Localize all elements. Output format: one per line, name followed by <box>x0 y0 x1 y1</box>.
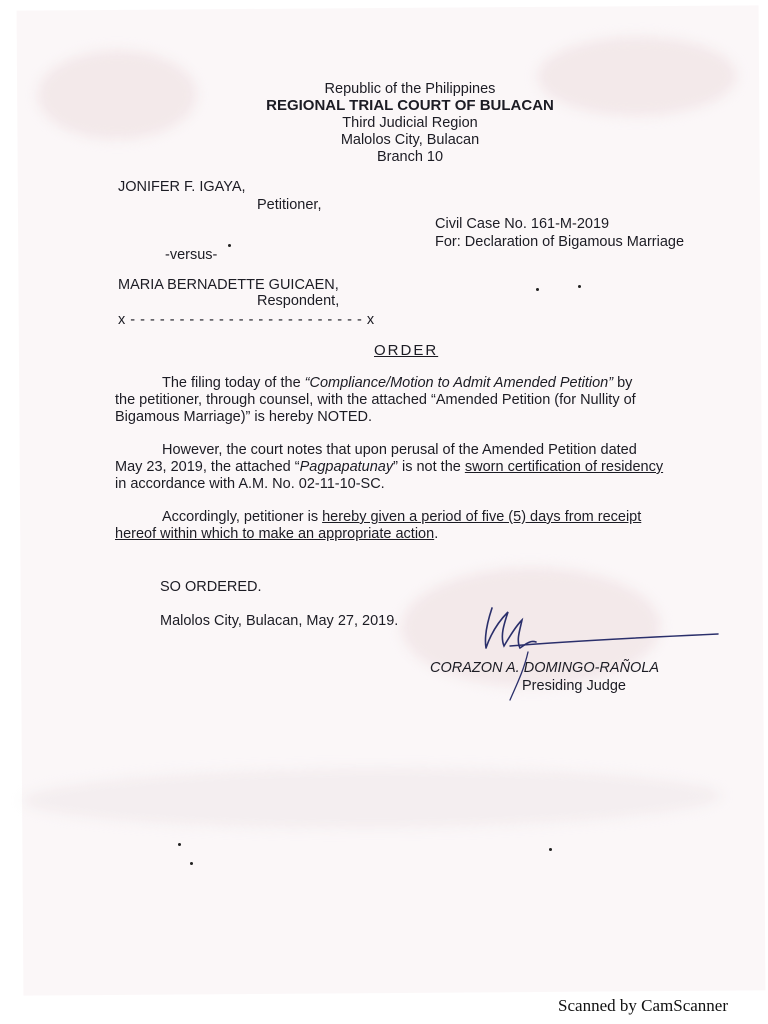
scan-speck <box>578 285 581 288</box>
so-ordered: SO ORDERED. <box>160 579 262 595</box>
p2-line1: However, the court notes that upon perusal of the Amended Petition dated <box>162 442 637 458</box>
case-number: Civil Case No. 161-M-2019 <box>435 216 610 232</box>
scan-speck <box>549 848 552 851</box>
paragraph-however <box>115 442 690 493</box>
p2-sworn-certification: sworn certification of residency <box>464 459 664 475</box>
order-title: ORDER <box>374 342 439 359</box>
p1-motion-title: “Compliance/Motion to Admit Amended Petition” <box>304 375 614 391</box>
petitioner-role: Petitioner, <box>257 197 322 213</box>
place-and-date: Malolos City, Bulacan, May 27, 2019. <box>160 613 399 629</box>
scan-speck <box>536 288 539 291</box>
petitioner-name: JONIFER F. IGAYA, <box>118 179 246 195</box>
p1-line1-post: by <box>613 375 633 391</box>
p2-line2-pre: May 23, 2019, the attached “ <box>115 459 300 475</box>
header-court: REGIONAL TRIAL COURT OF BULACAN <box>266 97 554 114</box>
p2-line2-mid: ” is not the <box>393 459 465 475</box>
scan-speck <box>178 843 181 846</box>
versus-label: -versus- <box>165 247 218 263</box>
respondent-role: Respondent, <box>257 293 340 309</box>
header-republic: Republic of the Philippines <box>324 81 496 97</box>
p3-period-given: hereby given a period of five (5) days from receipt <box>322 509 642 525</box>
header-city: Malolos City, Bulacan <box>340 132 480 148</box>
p2-line3: in accordance with A.M. No. 02-11-10-SC. <box>115 476 385 492</box>
paragraph-noted <box>115 375 690 426</box>
p1-line3: Bigamous Marriage)” is hereby NOTED. <box>115 409 373 425</box>
p3-line1-pre: Accordingly, petitioner is <box>162 509 323 525</box>
caption-separator: x - - - - - - - - - - - - - - - - - - - - - - - - x <box>118 312 375 328</box>
p2-document-name: Pagpapatunay <box>299 459 394 475</box>
p3-line2-post: . <box>434 526 439 542</box>
header-branch: Branch 10 <box>376 149 444 165</box>
respondent-name: MARIA BERNADETTE GUICAEN, <box>118 277 339 293</box>
paper-stain <box>37 49 198 140</box>
paragraph-accordingly <box>115 509 695 543</box>
scanner-watermark: Scanned by CamScanner <box>558 996 728 1015</box>
p1-line2: the petitioner, through counsel, with the attached “Amended Petition (for Nullity of <box>115 392 636 408</box>
p1-line1-pre: The filing today of the <box>162 375 305 391</box>
case-for: For: Declaration of Bigamous Marriage <box>435 234 685 250</box>
paper-fold <box>22 766 722 831</box>
scan-speck <box>228 244 231 247</box>
scan-speck <box>190 862 193 865</box>
signatory-title: Presiding Judge <box>522 678 626 694</box>
signatory-name: CORAZON A. DOMINGO-RAÑOLA <box>430 660 660 676</box>
p3-action-clause: hereof within which to make an appropriate action <box>115 526 435 542</box>
header-region: Third Judicial Region <box>342 115 478 131</box>
